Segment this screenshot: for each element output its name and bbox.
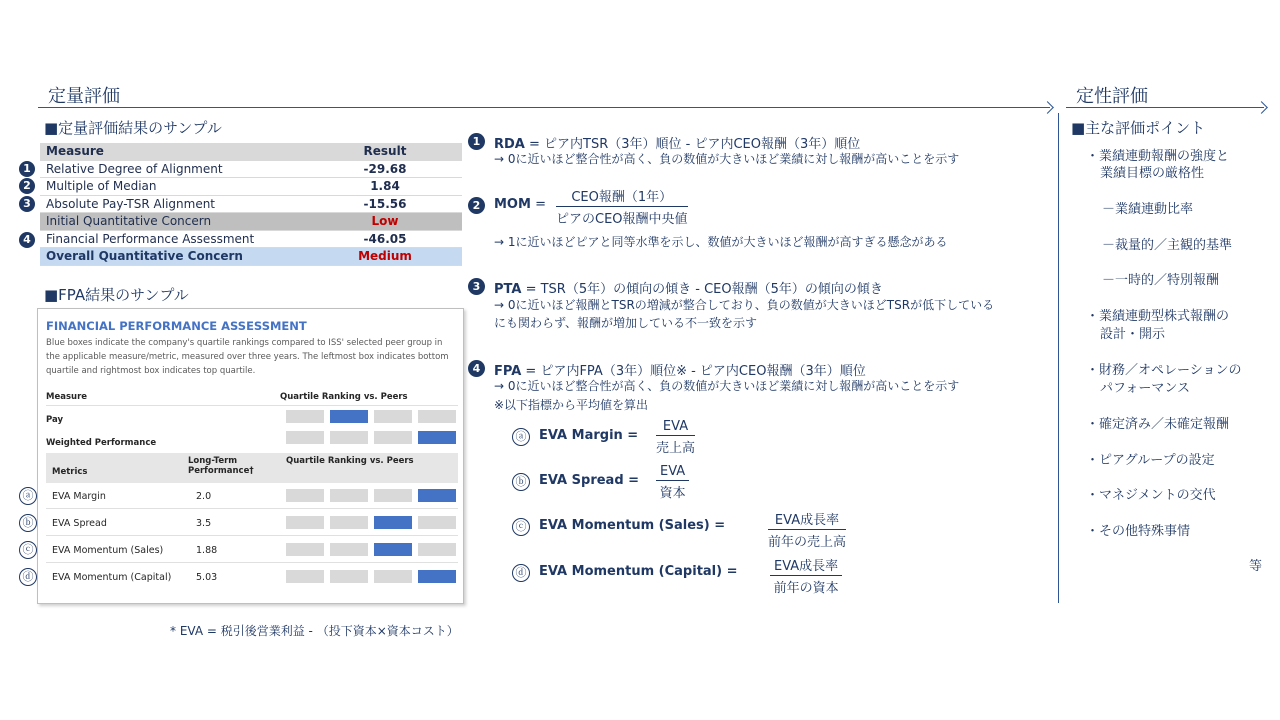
metric-quartile-boxes: [286, 489, 456, 502]
eva-spread-denominator: 資本: [659, 486, 686, 501]
eva-momentum-sales-fraction: [768, 509, 846, 550]
eva-margin-numerator: EVA: [656, 419, 695, 436]
etc-label: 等: [1249, 559, 1263, 574]
quartile-box: [418, 489, 456, 502]
list-item: ・その他特殊事情: [1086, 524, 1191, 539]
eva-margin-label: EVA Margin =: [539, 428, 639, 443]
letter-b-marker: ⓑ: [512, 473, 530, 491]
number-badge: 4: [19, 232, 35, 248]
quartile-box: [286, 570, 324, 583]
eva-momentum-capital-fraction: [770, 555, 842, 596]
measure-label: Measure: [46, 392, 88, 402]
mom-title: MOM: [494, 197, 531, 212]
quartile-box: [374, 431, 412, 444]
eva-spread-label: EVA Spread =: [539, 473, 640, 488]
metric-value: 1.88: [196, 545, 218, 556]
metric-row: [46, 564, 458, 590]
quartile-box: [418, 543, 456, 556]
quartile-box: [330, 431, 368, 444]
quartile-box: [374, 410, 412, 423]
fpa-expr: = ピア内FPA（3年）順位※ - ピア内CEO報酬（3年）順位: [521, 364, 866, 379]
eva-margin-fraction: [656, 419, 695, 456]
measure-cell: Overall Quantitative Concern: [46, 249, 243, 263]
metric-value: 5.03: [196, 572, 218, 583]
letter-b-marker: ⓑ: [19, 514, 37, 532]
mom-eq: =: [530, 197, 546, 212]
list-item: ・ピアグループの設定: [1086, 453, 1215, 468]
list-item: －裁量的／主観的基準: [1102, 238, 1233, 253]
divider: [46, 405, 458, 406]
quartile-box: [286, 489, 324, 502]
quartile-box: [374, 516, 412, 529]
weighted-label: Weighted Performance: [46, 438, 157, 448]
number-badge: 3: [19, 196, 35, 212]
table-row: [40, 178, 462, 196]
quartile-box: [330, 410, 368, 423]
table-header-row: [40, 143, 462, 161]
quartile-box: [418, 570, 456, 583]
measure-cell: Financial Performance Assessment: [46, 231, 255, 246]
quartile-box: [286, 543, 324, 556]
pay-label: Pay: [46, 415, 64, 425]
quant-sample-title: ■定量評価結果のサンプル: [44, 119, 222, 137]
quartile-box: [418, 431, 456, 444]
fpa-sample-title: ■FPA結果のサンプル: [44, 286, 189, 304]
metric-quartile-boxes: [286, 516, 456, 529]
list-item: ・マネジメントの交代: [1086, 488, 1216, 503]
table-row: [40, 213, 462, 231]
list-item: 業績目標の厳格性: [1100, 166, 1205, 181]
fpa-box-description: Blue boxes indicate the company's quartile rankings compared to ISS' selected peer group in the applicable measure/metric, measured over three years. The leftmost box indicates bottom quartile and rightmost box indicates top quartile.: [46, 338, 449, 376]
mom-numerator: CEO報酬（1年）: [556, 186, 688, 207]
letter-d-marker: ⓓ: [19, 568, 37, 586]
quartile-box: [286, 516, 324, 529]
quartile-box: [286, 410, 324, 423]
quartile-box: [330, 543, 368, 556]
eva-momentum-sales-label: EVA Momentum (Sales) =: [539, 518, 726, 533]
arrow-right-icon: [1041, 101, 1054, 114]
list-item: ・確定済み／未確定報酬: [1086, 417, 1230, 432]
metric-row: [46, 510, 458, 536]
number-badge: 1: [19, 161, 35, 177]
list-item: ・業績連動報酬の強度と: [1086, 149, 1230, 164]
quartile-box: [418, 410, 456, 423]
eva-momentum-sales-denominator: 前年の売上高: [768, 535, 847, 550]
fpa-box: [37, 308, 464, 604]
table-row: [40, 196, 462, 214]
rda-expr: = ピア内TSR（3年）順位 - ピア内CEO報酬（3年）順位: [524, 137, 861, 152]
pta-note-1: → 0に近いほど報酬とTSRの増減が整合しており、負の数値が大きいほどTSRが低下している: [494, 298, 995, 312]
result-cell: Medium: [358, 249, 412, 263]
pta-formula: [494, 278, 883, 297]
number-badge: 3: [468, 278, 485, 295]
fpa-box-title: FINANCIAL PERFORMANCE ASSESSMENT: [46, 319, 307, 333]
metric-name: EVA Margin: [52, 491, 106, 502]
metric-value: 3.5: [196, 518, 212, 529]
mom-fraction: [556, 186, 688, 227]
list-item: ・業績連動型株式報酬の: [1086, 309, 1230, 324]
pta-expr: = TSR（5年）の傾向の傾き - CEO報酬（5年）の傾向の傾き: [521, 282, 883, 297]
quartile-box: [330, 489, 368, 502]
metric-quartile-boxes: [286, 570, 456, 583]
eva-momentum-capital-numerator: EVA成長率: [770, 555, 842, 576]
result-cell: -46.05: [363, 231, 407, 246]
quartile-box: [330, 516, 368, 529]
eva-momentum-sales-numerator: EVA成長率: [768, 509, 846, 530]
weighted-quartile-boxes: [286, 431, 456, 444]
metric-row: [46, 537, 458, 563]
quartile-label-2: Quartile Ranking vs. Peers: [286, 456, 414, 466]
metric-quartile-boxes: [286, 543, 456, 556]
result-cell: -15.56: [363, 196, 407, 211]
letter-a-marker: ⓐ: [512, 428, 530, 446]
quartile-box: [374, 543, 412, 556]
ltp-label-line2: Performance†: [188, 466, 254, 476]
quant-table: [40, 143, 462, 266]
measure-cell: Multiple of Median: [46, 179, 157, 193]
eva-momentum-capital-label: EVA Momentum (Capital) =: [539, 564, 738, 579]
table-row: [40, 248, 462, 266]
eva-spread-numerator: EVA: [656, 464, 689, 481]
number-badge: 1: [468, 133, 485, 150]
metric-name: EVA Momentum (Sales): [52, 545, 164, 556]
fpa-title: FPA: [494, 364, 522, 379]
qualitative-header: 定性評価: [1076, 86, 1148, 107]
footnote: * EVA = 税引後営業利益 - （投下資本×資本コスト）: [170, 624, 459, 638]
result-cell: -29.68: [363, 161, 407, 176]
metric-name: EVA Spread: [52, 518, 107, 529]
number-badge: 2: [468, 197, 485, 214]
quartile-box: [374, 570, 412, 583]
quartile-label: Quartile Ranking vs. Peers: [280, 392, 408, 402]
letter-d-marker: ⓓ: [512, 564, 530, 582]
metric-row: [46, 483, 458, 509]
qualitative-header-line: [1066, 107, 1264, 108]
metrics-label: Metrics: [52, 467, 88, 477]
fpa-note-1: → 0に近いほど整合性が高く、負の数値が大きいほど業績に対し報酬が高いことを示す: [494, 379, 960, 393]
number-badge: 4: [468, 360, 485, 377]
eva-momentum-capital-denominator: 前年の資本: [773, 581, 839, 596]
number-badge: 2: [19, 178, 35, 194]
quantitative-header: 定量評価: [48, 86, 120, 107]
fpa-note-2: ※以下指標から平均値を算出: [494, 398, 649, 412]
col-measure: Measure: [46, 144, 104, 158]
ltp-label-line1: Long-Term: [188, 456, 238, 466]
measure-cell: Initial Quantitative Concern: [46, 214, 212, 228]
column-divider: [1058, 113, 1059, 603]
pay-quartile-boxes: [286, 410, 456, 423]
metric-value: 2.0: [196, 491, 212, 502]
quartile-box: [374, 489, 412, 502]
list-item: 設計・開示: [1100, 327, 1166, 342]
letter-c-marker: ⓒ: [19, 541, 37, 559]
letter-c-marker: ⓒ: [512, 518, 530, 536]
result-cell: Low: [371, 214, 399, 228]
pta-note-2: にも関わらず、報酬が増加している不一致を示す: [494, 316, 758, 330]
list-item: ・財務／オペレーションの: [1086, 363, 1242, 378]
table-row: [40, 161, 462, 179]
rda-title: RDA: [494, 137, 525, 152]
result-cell: 1.84: [370, 179, 400, 193]
eva-spread-fraction: [656, 464, 689, 501]
pta-title: PTA: [494, 282, 522, 297]
arrow-right-icon: [1255, 101, 1268, 114]
quartile-box: [418, 516, 456, 529]
table-row: [40, 231, 462, 249]
list-item: パフォーマンス: [1100, 381, 1190, 396]
metric-name: EVA Momentum (Capital): [52, 572, 172, 583]
quartile-box: [330, 570, 368, 583]
rda-note: → 0に近いほど整合性が高く、負の数値が大きいほど業績に対し報酬が高いことを示す: [494, 152, 960, 166]
eva-margin-denominator: 売上高: [656, 441, 696, 456]
col-result: Result: [363, 144, 407, 158]
mom-note: → 1に近いほどピアと同等水準を示し、数値が大きいほど報酬が高すぎる懸念がある: [494, 235, 948, 249]
letter-a-marker: ⓐ: [19, 487, 37, 505]
qualitative-points-title: ■主な評価ポイント: [1071, 119, 1206, 137]
ltp-label: [188, 456, 254, 476]
list-item: －一時的／特別報酬: [1102, 273, 1220, 288]
list-item: －業績連動比率: [1102, 202, 1194, 217]
quartile-box: [286, 431, 324, 444]
mom-denominator: ピアのCEO報酬中央値: [556, 212, 688, 227]
measure-cell: Relative Degree of Alignment: [46, 161, 223, 176]
mom-formula: [494, 197, 546, 212]
quantitative-header-line: [38, 107, 1050, 108]
measure-cell: Absolute Pay-TSR Alignment: [46, 196, 216, 211]
